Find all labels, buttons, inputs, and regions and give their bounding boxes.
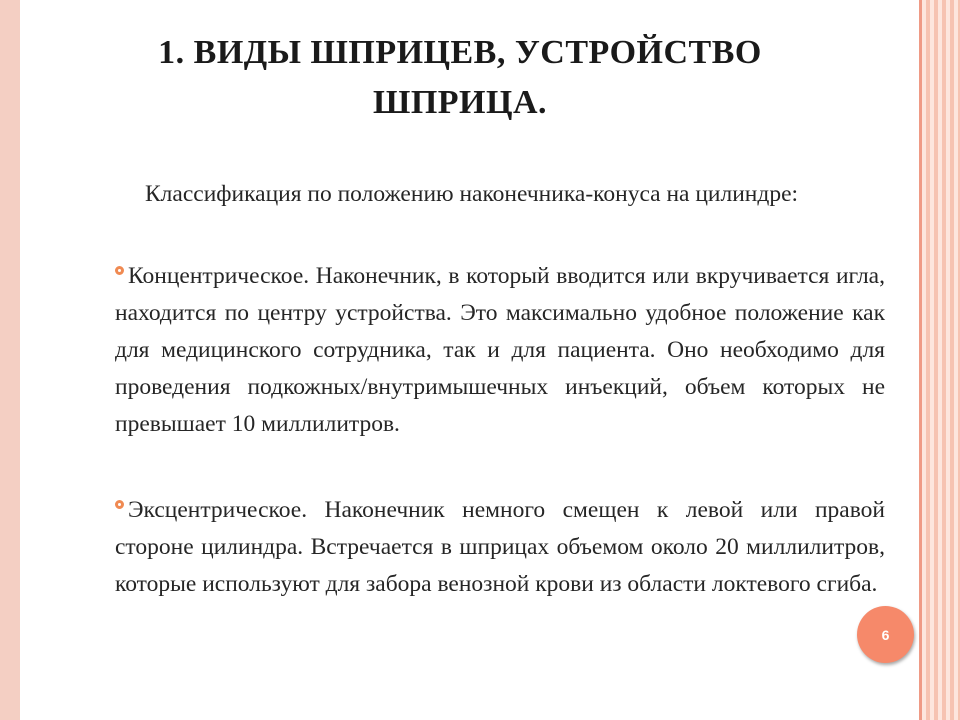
slide-title-line-2: ШПРИЦА. (373, 84, 547, 121)
right-decorative-stripes (922, 0, 960, 720)
bullet-text: Концентрическое. Наконечник, в который вводится или вкручивается игла, находится по центру устройства. Это максимально удобное положение как для медицинского сотрудника, так и для пациента. Оно необходимо для проведения подкожных/внутримышечных инъекций, объем которых не превышает 10 миллилитров. (115, 263, 885, 437)
page-number-badge (857, 606, 914, 663)
bullet-item-concentric (115, 258, 885, 443)
ring-bullet-icon (115, 500, 124, 509)
slide-title (110, 28, 810, 128)
slide-title-line-1: 1. ВИДЫ ШПРИЦЕВ, УСТРОЙСТВО (158, 34, 762, 71)
page-number: 6 (881, 626, 890, 643)
bullet-text: Эксцентрическое. Наконечник немного смещен к левой или правой стороне цилиндра. Встречается в шприцах объемом около 20 миллилитров, которые используют для забора венозной крови из области локтевого сгиба. (115, 497, 885, 597)
bullet-item-eccentric (115, 492, 885, 603)
ring-bullet-icon (115, 266, 124, 275)
left-decorative-bar (0, 0, 20, 720)
intro-paragraph: Классификация по положению наконечника-конуса на цилиндре: (145, 181, 799, 207)
